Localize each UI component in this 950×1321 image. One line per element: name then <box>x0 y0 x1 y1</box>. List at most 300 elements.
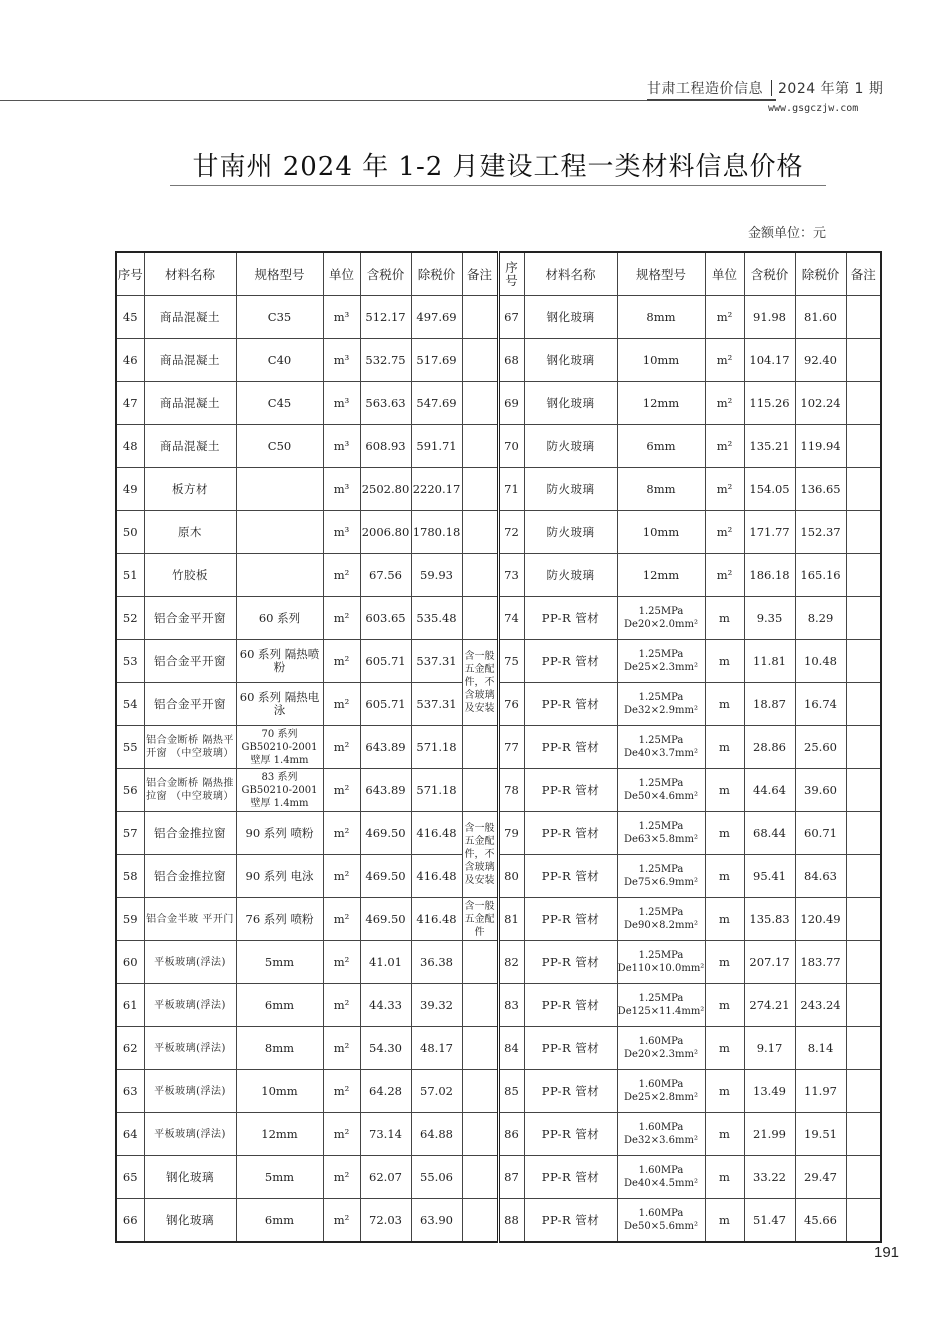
header-underline <box>647 99 776 101</box>
table-row <box>116 984 881 1027</box>
row-no: 46 <box>116 339 144 382</box>
material-name: 铝合金断桥 隔热推拉窗 （中空玻璃） <box>144 769 236 812</box>
remark <box>846 640 881 683</box>
row-no: 47 <box>116 382 144 425</box>
spec <box>236 511 323 554</box>
row-no: 80 <box>498 855 524 898</box>
row-no: 68 <box>498 339 524 382</box>
header-separator <box>771 80 772 96</box>
unit: m² <box>323 898 360 941</box>
table-row <box>116 511 881 554</box>
spec: 8mm <box>617 468 705 511</box>
remark <box>462 554 498 597</box>
table-row <box>116 468 881 511</box>
table-row <box>116 382 881 425</box>
table-row <box>116 855 881 898</box>
net-price: 45.66 <box>795 1199 846 1243</box>
table-row <box>116 683 881 726</box>
row-no: 79 <box>498 812 524 855</box>
row-no: 57 <box>116 812 144 855</box>
row-no: 59 <box>116 898 144 941</box>
material-name: 铝合金推拉窗 <box>144 855 236 898</box>
price-table <box>115 251 882 1243</box>
unit: m² <box>705 339 744 382</box>
remark <box>462 425 498 468</box>
row-no: 77 <box>498 726 524 769</box>
remark <box>846 425 881 468</box>
unit: m <box>705 726 744 769</box>
spec: 1.25MPa De75×6.9mm² <box>617 855 705 898</box>
taxed-price: 171.77 <box>744 511 795 554</box>
remark <box>846 339 881 382</box>
remark <box>846 984 881 1027</box>
unit: m <box>705 1156 744 1199</box>
net-price: 152.37 <box>795 511 846 554</box>
col-header-no: 序号 <box>116 252 144 296</box>
spec: 5mm <box>236 941 323 984</box>
net-price: 537.31 <box>411 683 462 726</box>
spec: 1.25MPa De63×5.8mm² <box>617 812 705 855</box>
remark <box>462 511 498 554</box>
net-price: 48.17 <box>411 1027 462 1070</box>
material-name: 钢化玻璃 <box>144 1156 236 1199</box>
row-no: 65 <box>116 1156 144 1199</box>
table-body <box>116 296 881 1243</box>
spec: 1.60MPa De25×2.8mm² <box>617 1070 705 1113</box>
net-price: 25.60 <box>795 726 846 769</box>
taxed-price: 28.86 <box>744 726 795 769</box>
material-name: PP-R 管材 <box>524 683 617 726</box>
unit: m <box>705 640 744 683</box>
row-no: 50 <box>116 511 144 554</box>
taxed-price: 73.14 <box>360 1113 411 1156</box>
taxed-price: 2006.80 <box>360 511 411 554</box>
unit: m³ <box>323 382 360 425</box>
unit: m² <box>323 941 360 984</box>
taxed-price: 2502.80 <box>360 468 411 511</box>
row-no: 64 <box>116 1113 144 1156</box>
net-price: 243.24 <box>795 984 846 1027</box>
table-row <box>116 726 881 769</box>
row-no: 51 <box>116 554 144 597</box>
taxed-price: 532.75 <box>360 339 411 382</box>
taxed-price: 603.65 <box>360 597 411 640</box>
journal-url: www.gsgczjw.com <box>768 103 859 114</box>
remark <box>462 1027 498 1070</box>
spec: 60 系列 隔热电泳 <box>236 683 323 726</box>
net-price: 1780.18 <box>411 511 462 554</box>
material-name: 铝合金断桥 隔热平开窗 （中空玻璃） <box>144 726 236 769</box>
material-name: 钢化玻璃 <box>144 1199 236 1243</box>
net-price: 119.94 <box>795 425 846 468</box>
material-name: PP-R 管材 <box>524 640 617 683</box>
material-name: PP-R 管材 <box>524 1156 617 1199</box>
row-no: 52 <box>116 597 144 640</box>
row-no: 45 <box>116 296 144 339</box>
table-row <box>116 1199 881 1243</box>
unit: m² <box>705 296 744 339</box>
currency-unit-note: 金额单位：元 <box>748 226 827 241</box>
material-name: 铝合金推拉窗 <box>144 812 236 855</box>
row-no: 86 <box>498 1113 524 1156</box>
spec: 1.25MPa De110×10.0mm² <box>617 941 705 984</box>
net-price: 29.47 <box>795 1156 846 1199</box>
material-name: 平板玻璃(浮法) <box>144 1027 236 1070</box>
material-name: PP-R 管材 <box>524 1113 617 1156</box>
material-name: 防火玻璃 <box>524 468 617 511</box>
taxed-price: 64.28 <box>360 1070 411 1113</box>
row-no: 70 <box>498 425 524 468</box>
net-price: 136.65 <box>795 468 846 511</box>
unit: m <box>705 1113 744 1156</box>
unit: m² <box>323 683 360 726</box>
table-row <box>116 1113 881 1156</box>
remark <box>846 382 881 425</box>
material-name: PP-R 管材 <box>524 941 617 984</box>
taxed-price: 469.50 <box>360 898 411 941</box>
material-name: 防火玻璃 <box>524 554 617 597</box>
col-header-unit: 单位 <box>323 252 360 296</box>
unit: m <box>705 683 744 726</box>
net-price: 16.74 <box>795 683 846 726</box>
spec: 1.25MPa De25×2.3mm² <box>617 640 705 683</box>
taxed-price: 62.07 <box>360 1156 411 1199</box>
net-price: 165.16 <box>795 554 846 597</box>
row-no: 81 <box>498 898 524 941</box>
taxed-price: 563.63 <box>360 382 411 425</box>
taxed-price: 21.99 <box>744 1113 795 1156</box>
net-price: 571.18 <box>411 769 462 812</box>
row-no: 66 <box>116 1199 144 1243</box>
row-no: 71 <box>498 468 524 511</box>
material-name: 铝合金平开窗 <box>144 640 236 683</box>
row-no: 55 <box>116 726 144 769</box>
unit: m² <box>323 812 360 855</box>
taxed-price: 154.05 <box>744 468 795 511</box>
taxed-price: 13.49 <box>744 1070 795 1113</box>
row-no: 76 <box>498 683 524 726</box>
row-no: 67 <box>498 296 524 339</box>
net-price: 497.69 <box>411 296 462 339</box>
spec: 1.60MPa De20×2.3mm² <box>617 1027 705 1070</box>
remark <box>846 468 881 511</box>
unit: m <box>705 812 744 855</box>
taxed-price: 9.35 <box>744 597 795 640</box>
spec: 8mm <box>236 1027 323 1070</box>
net-price: 39.32 <box>411 984 462 1027</box>
col-header-spec: 规格型号 <box>236 252 323 296</box>
unit: m³ <box>323 468 360 511</box>
journal-issue: 2024 年第 1 期 <box>778 81 884 97</box>
remark <box>462 726 498 769</box>
taxed-price: 605.71 <box>360 683 411 726</box>
spec: 12mm <box>236 1113 323 1156</box>
taxed-price: 469.50 <box>360 855 411 898</box>
net-price: 92.40 <box>795 339 846 382</box>
table-header-row <box>116 252 881 296</box>
taxed-price: 643.89 <box>360 726 411 769</box>
net-price: 19.51 <box>795 1113 846 1156</box>
remark <box>462 296 498 339</box>
net-price: 60.71 <box>795 812 846 855</box>
material-name: PP-R 管材 <box>524 984 617 1027</box>
row-no: 75 <box>498 640 524 683</box>
col-header-unit: 单位 <box>705 252 744 296</box>
spec: C45 <box>236 382 323 425</box>
table-row <box>116 898 881 941</box>
remark <box>462 382 498 425</box>
unit: m <box>705 898 744 941</box>
remark <box>846 1027 881 1070</box>
spec: 6mm <box>617 425 705 468</box>
table-row <box>116 1156 881 1199</box>
net-price: 120.49 <box>795 898 846 941</box>
material-name: PP-R 管材 <box>524 855 617 898</box>
net-price: 416.48 <box>411 812 462 855</box>
remark <box>846 683 881 726</box>
unit: m <box>705 855 744 898</box>
remark <box>846 597 881 640</box>
spec: 1.25MPa De32×2.9mm² <box>617 683 705 726</box>
spec: 10mm <box>236 1070 323 1113</box>
remark <box>462 1070 498 1113</box>
net-price: 57.02 <box>411 1070 462 1113</box>
spec: 5mm <box>236 1156 323 1199</box>
row-no: 49 <box>116 468 144 511</box>
taxed-price: 11.81 <box>744 640 795 683</box>
header-brand <box>647 78 883 98</box>
net-price: 2220.17 <box>411 468 462 511</box>
material-name: 商品混凝土 <box>144 296 236 339</box>
row-no: 72 <box>498 511 524 554</box>
col-header-remark: 备注 <box>462 252 498 296</box>
row-no: 56 <box>116 769 144 812</box>
taxed-price: 186.18 <box>744 554 795 597</box>
table-row <box>116 554 881 597</box>
net-price: 84.63 <box>795 855 846 898</box>
col-header-remark: 备注 <box>846 252 881 296</box>
material-name: 商品混凝土 <box>144 339 236 382</box>
row-no: 69 <box>498 382 524 425</box>
table-row <box>116 597 881 640</box>
col-header-spec: 规格型号 <box>617 252 705 296</box>
material-name: PP-R 管材 <box>524 769 617 812</box>
spec: 90 系列 电泳 <box>236 855 323 898</box>
net-price: 547.69 <box>411 382 462 425</box>
spec: 12mm <box>617 554 705 597</box>
taxed-price: 68.44 <box>744 812 795 855</box>
unit: m² <box>323 1070 360 1113</box>
col-header-no: 序号 <box>498 252 524 296</box>
remark: 含一般五金配件 <box>462 898 498 941</box>
net-price: 36.38 <box>411 941 462 984</box>
material-name: 铝合金平开窗 <box>144 597 236 640</box>
col-header-taxed-price: 含税价 <box>360 252 411 296</box>
remark <box>462 1156 498 1199</box>
material-name: PP-R 管材 <box>524 812 617 855</box>
material-name: PP-R 管材 <box>524 597 617 640</box>
col-header-name: 材料名称 <box>144 252 236 296</box>
taxed-price: 54.30 <box>360 1027 411 1070</box>
table-row <box>116 769 881 812</box>
row-no: 74 <box>498 597 524 640</box>
spec: 1.60MPa De32×3.6mm² <box>617 1113 705 1156</box>
net-price: 59.93 <box>411 554 462 597</box>
net-price: 39.60 <box>795 769 846 812</box>
spec: 1.60MPa De40×4.5mm² <box>617 1156 705 1199</box>
unit: m² <box>323 769 360 812</box>
taxed-price: 207.17 <box>744 941 795 984</box>
unit: m <box>705 597 744 640</box>
spec <box>236 554 323 597</box>
unit: m² <box>323 726 360 769</box>
table-row <box>116 1070 881 1113</box>
remark <box>846 554 881 597</box>
net-price: 11.97 <box>795 1070 846 1113</box>
row-no: 53 <box>116 640 144 683</box>
spec: 1.60MPa De50×5.6mm² <box>617 1199 705 1243</box>
taxed-price: 605.71 <box>360 640 411 683</box>
table-row <box>116 425 881 468</box>
unit: m <box>705 984 744 1027</box>
remark <box>462 1199 498 1243</box>
row-no: 48 <box>116 425 144 468</box>
spec: 1.25MPa De40×3.7mm² <box>617 726 705 769</box>
remark <box>846 941 881 984</box>
remark <box>846 1199 881 1243</box>
spec: 90 系列 喷粉 <box>236 812 323 855</box>
table-row <box>116 941 881 984</box>
remark <box>846 812 881 855</box>
col-header-taxed-price: 含税价 <box>744 252 795 296</box>
spec: 60 系列 隔热喷粉 <box>236 640 323 683</box>
taxed-price: 469.50 <box>360 812 411 855</box>
taxed-price: 9.17 <box>744 1027 795 1070</box>
table-row <box>116 339 881 382</box>
remark <box>462 468 498 511</box>
material-name: 平板玻璃(浮法) <box>144 1070 236 1113</box>
col-header-net-price: 除税价 <box>411 252 462 296</box>
unit: m³ <box>323 296 360 339</box>
unit: m² <box>323 640 360 683</box>
material-name: PP-R 管材 <box>524 1070 617 1113</box>
taxed-price: 51.47 <box>744 1199 795 1243</box>
taxed-price: 274.21 <box>744 984 795 1027</box>
net-price: 571.18 <box>411 726 462 769</box>
net-price: 102.24 <box>795 382 846 425</box>
table-row <box>116 1027 881 1070</box>
unit: m <box>705 769 744 812</box>
spec: 1.25MPa De50×4.6mm² <box>617 769 705 812</box>
spec: 60 系列 <box>236 597 323 640</box>
row-no: 83 <box>498 984 524 1027</box>
remark <box>462 769 498 812</box>
unit: m² <box>705 554 744 597</box>
spec: 6mm <box>236 984 323 1027</box>
unit: m² <box>323 855 360 898</box>
net-price: 416.48 <box>411 898 462 941</box>
unit: m² <box>323 1156 360 1199</box>
unit: m³ <box>323 425 360 468</box>
taxed-price: 104.17 <box>744 339 795 382</box>
unit: m <box>705 1027 744 1070</box>
net-price: 8.14 <box>795 1027 846 1070</box>
row-no: 58 <box>116 855 144 898</box>
remark <box>846 898 881 941</box>
unit: m³ <box>323 339 360 382</box>
net-price: 10.48 <box>795 640 846 683</box>
row-no: 78 <box>498 769 524 812</box>
unit: m² <box>705 425 744 468</box>
unit: m³ <box>323 511 360 554</box>
taxed-price: 18.87 <box>744 683 795 726</box>
spec <box>236 468 323 511</box>
net-price: 55.06 <box>411 1156 462 1199</box>
remark <box>846 296 881 339</box>
remark <box>846 726 881 769</box>
remark <box>462 597 498 640</box>
spec: 1.25MPa De125×11.4mm² <box>617 984 705 1027</box>
spec: C40 <box>236 339 323 382</box>
unit: m <box>705 941 744 984</box>
table-row <box>116 296 881 339</box>
unit: m² <box>705 468 744 511</box>
taxed-price: 67.56 <box>360 554 411 597</box>
net-price: 64.88 <box>411 1113 462 1156</box>
row-no: 63 <box>116 1070 144 1113</box>
row-no: 85 <box>498 1070 524 1113</box>
remark <box>846 1113 881 1156</box>
material-name: 铝合金半玻 平开门 <box>144 898 236 941</box>
remark <box>462 941 498 984</box>
net-price: 537.31 <box>411 640 462 683</box>
spec: 10mm <box>617 339 705 382</box>
spec: 1.25MPa De20×2.0mm² <box>617 597 705 640</box>
unit: m <box>705 1199 744 1243</box>
remark <box>462 339 498 382</box>
taxed-price: 135.21 <box>744 425 795 468</box>
unit: m² <box>323 1113 360 1156</box>
row-no: 73 <box>498 554 524 597</box>
remark <box>846 511 881 554</box>
material-name: PP-R 管材 <box>524 898 617 941</box>
material-name: 铝合金平开窗 <box>144 683 236 726</box>
unit: m² <box>323 984 360 1027</box>
material-name: 钢化玻璃 <box>524 296 617 339</box>
taxed-price: 608.93 <box>360 425 411 468</box>
unit: m² <box>323 597 360 640</box>
net-price: 591.71 <box>411 425 462 468</box>
page-number: 191 <box>874 1244 900 1261</box>
material-name: 防火玻璃 <box>524 511 617 554</box>
unit: m² <box>323 1199 360 1243</box>
taxed-price: 91.98 <box>744 296 795 339</box>
material-name: 平板玻璃(浮法) <box>144 1113 236 1156</box>
row-no: 60 <box>116 941 144 984</box>
row-no: 88 <box>498 1199 524 1243</box>
material-name: 原木 <box>144 511 236 554</box>
spec: C50 <box>236 425 323 468</box>
spec: 6mm <box>236 1199 323 1243</box>
material-name: PP-R 管材 <box>524 1199 617 1243</box>
unit: m² <box>705 511 744 554</box>
row-no: 87 <box>498 1156 524 1199</box>
page-title: 甘南州 2024 年 1-2 月建设工程一类材料信息价格 <box>170 146 826 186</box>
unit: m² <box>323 1027 360 1070</box>
remark <box>846 1156 881 1199</box>
col-header-net-price: 除税价 <box>795 252 846 296</box>
material-name: 防火玻璃 <box>524 425 617 468</box>
